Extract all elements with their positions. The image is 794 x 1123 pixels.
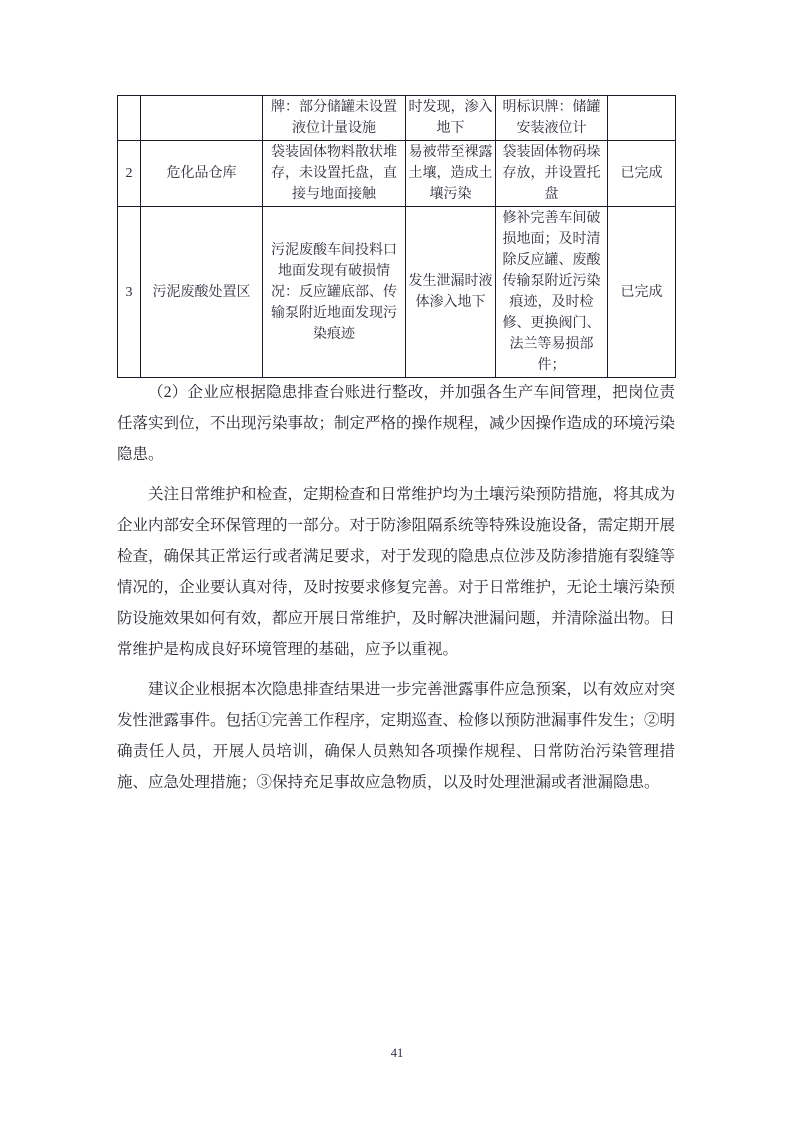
cell-consequence: 发生泄漏时液体渗入地下 bbox=[406, 207, 496, 378]
cell-index: 3 bbox=[118, 207, 141, 378]
page-number: 41 bbox=[390, 1046, 404, 1060]
body-text bbox=[117, 370, 675, 807]
table-body bbox=[118, 96, 676, 378]
cell-status: 已完成 bbox=[608, 141, 676, 207]
cell-measure: 修补完善车间破损地面；及时清除反应罐、废酸传输泵附近污染痕迹，及时检修、更换阀门、法兰等易损部件； bbox=[496, 207, 608, 378]
cell-location bbox=[141, 96, 263, 141]
table-row bbox=[118, 96, 676, 141]
cell-consequence: 时发现，渗入地下 bbox=[406, 96, 496, 141]
cell-index: 2 bbox=[118, 141, 141, 207]
cell-status: 已完成 bbox=[608, 207, 676, 378]
hazard-rectification-table bbox=[117, 95, 676, 378]
table-row bbox=[118, 141, 676, 207]
cell-measure: 明标识牌：储罐安装液位计 bbox=[496, 96, 608, 141]
table-row bbox=[118, 207, 676, 378]
cell-location: 污泥废酸处置区 bbox=[141, 207, 263, 378]
cell-measure: 袋装固体物码垛存放，并设置托盘 bbox=[496, 141, 608, 207]
cell-index bbox=[118, 96, 141, 141]
cell-problem: 袋装固体物料散状堆存，未设置托盘，直接与地面接触 bbox=[263, 141, 406, 207]
paragraph: 关注日常维护和检查，定期检查和日常维护均为土壤污染预防措施，将其成为企业内部安全环保管理的一部分。对于防渗阻隔系统等特殊设施设备，需定期开展检查，确保其正常运行或者满足要求，对于发现的隐患点位涉及防渗措施有裂缝等情况的，企业要认真对待，及时按要求修复完善。对于日常维护，无论土壤污染预防设施效果如何有效，都应开展日常维护，及时解决泄漏问题，并清除溢出物。日常维护是构成良好环境管理的基础，应予以重视。 bbox=[117, 486, 676, 658]
cell-consequence: 易被带至裸露土壤，造成土壤污染 bbox=[406, 141, 496, 207]
cell-status bbox=[608, 96, 676, 141]
paragraph: 建议企业根据本次隐患排查结果进一步完善泄露事件应急预案，以有效应对突发性泄露事件。包括①完善工作程序，定期巡查、检修以预防泄漏事件发生；②明确责任人员，开展人员培训，确保人员熟知各项操作规程、日常防治污染管理措施、应急处理措施；③保持充足事故应急物质，以及时处理泄漏或者泄漏隐患。 bbox=[117, 681, 676, 791]
paragraph: （2）企业应根据隐患排查台账进行整改，并加强各生产车间管理，把岗位责任落实到位，不出现污染事故；制定严格的操作规程，减少因操作造成的环境污染隐患。 bbox=[117, 384, 676, 463]
cell-problem: 牌：部分储罐未设置液位计量设施 bbox=[263, 96, 406, 141]
cell-location: 危化品仓库 bbox=[141, 141, 263, 207]
cell-problem: 污泥废酸车间投料口地面发现有破损情况：反应罐底部、传输泵附近地面发现污染痕迹 bbox=[263, 207, 406, 378]
